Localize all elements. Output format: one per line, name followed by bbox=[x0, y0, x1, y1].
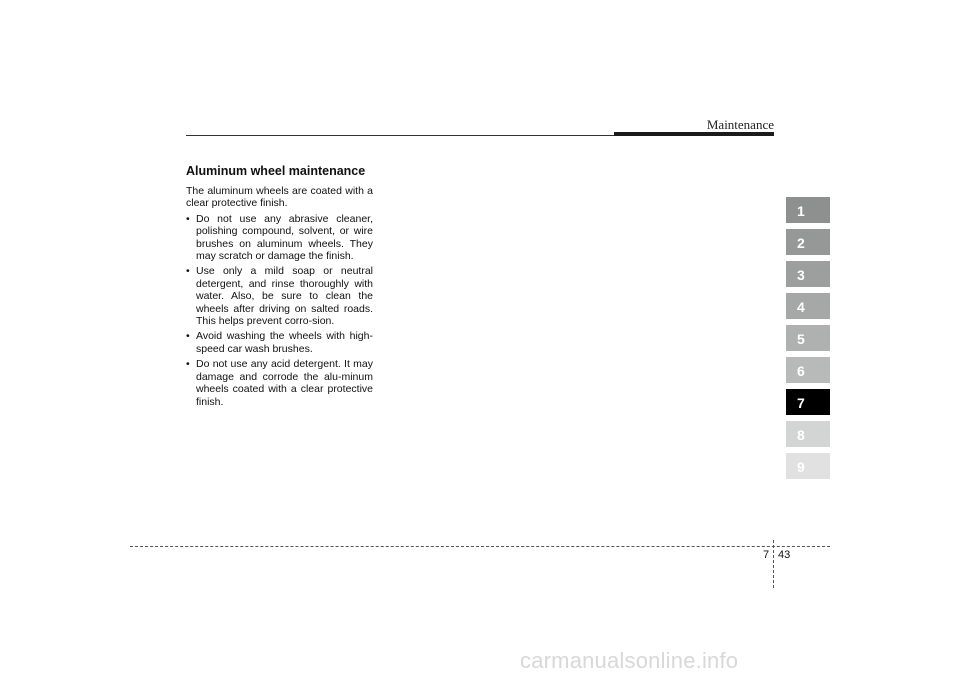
bullet-icon: • bbox=[186, 358, 190, 371]
intro-paragraph: The aluminum wheels are coated with a clear protective finish. bbox=[186, 185, 373, 210]
list-item-text: Use only a mild soap or neutral detergent, and rinse thoroughly with water. Also, be sure to clean the wheels after driving on salted roads. This helps prevent corro-sion. bbox=[196, 265, 373, 328]
chapter-tab-1[interactable]: 1 bbox=[786, 197, 830, 223]
chapter-tab-3[interactable]: 3 bbox=[786, 261, 830, 287]
bullet-icon: • bbox=[186, 265, 190, 278]
list-item-text: Do not use any abrasive cleaner, polishing compound, solvent, or wire brushes on aluminum wheels. They may scratch or damage the finish. bbox=[196, 212, 373, 263]
page-chapter: 7 bbox=[763, 549, 770, 561]
content-section bbox=[186, 164, 373, 411]
chapter-tab-4[interactable]: 4 bbox=[786, 293, 830, 319]
footer-divider bbox=[130, 546, 830, 547]
list-item bbox=[186, 265, 373, 327]
header-title: Maintenance bbox=[706, 117, 774, 132]
header-divider-accent bbox=[614, 132, 774, 136]
list-item-text: Avoid washing the wheels with high-speed car wash brushes. bbox=[196, 330, 373, 355]
section-heading: Aluminum wheel maintenance bbox=[186, 164, 366, 178]
list-item bbox=[186, 358, 373, 408]
watermark: carmanualsonline.info bbox=[520, 648, 739, 673]
page-number: 43 bbox=[778, 549, 791, 561]
chapter-tab-2[interactable]: 2 bbox=[786, 229, 830, 255]
list-item bbox=[186, 213, 373, 263]
bullet-icon: • bbox=[186, 212, 190, 225]
chapter-tab-5[interactable]: 5 bbox=[786, 325, 830, 351]
chapter-tab-8[interactable]: 8 bbox=[786, 421, 830, 447]
chapter-tabs bbox=[786, 197, 830, 485]
bullet-icon: • bbox=[186, 330, 190, 343]
footer-separator bbox=[773, 540, 774, 588]
list-item-text: Do not use any acid detergent. It may damage and corrode the alu-minum wheels coated with a clear protective finish. bbox=[196, 358, 373, 408]
bullet-list bbox=[186, 213, 373, 408]
chapter-tab-6[interactable]: 6 bbox=[786, 357, 830, 383]
chapter-tab-9[interactable]: 9 bbox=[786, 453, 830, 479]
list-item bbox=[186, 330, 373, 355]
chapter-tab-7[interactable]: 7 bbox=[786, 389, 830, 415]
